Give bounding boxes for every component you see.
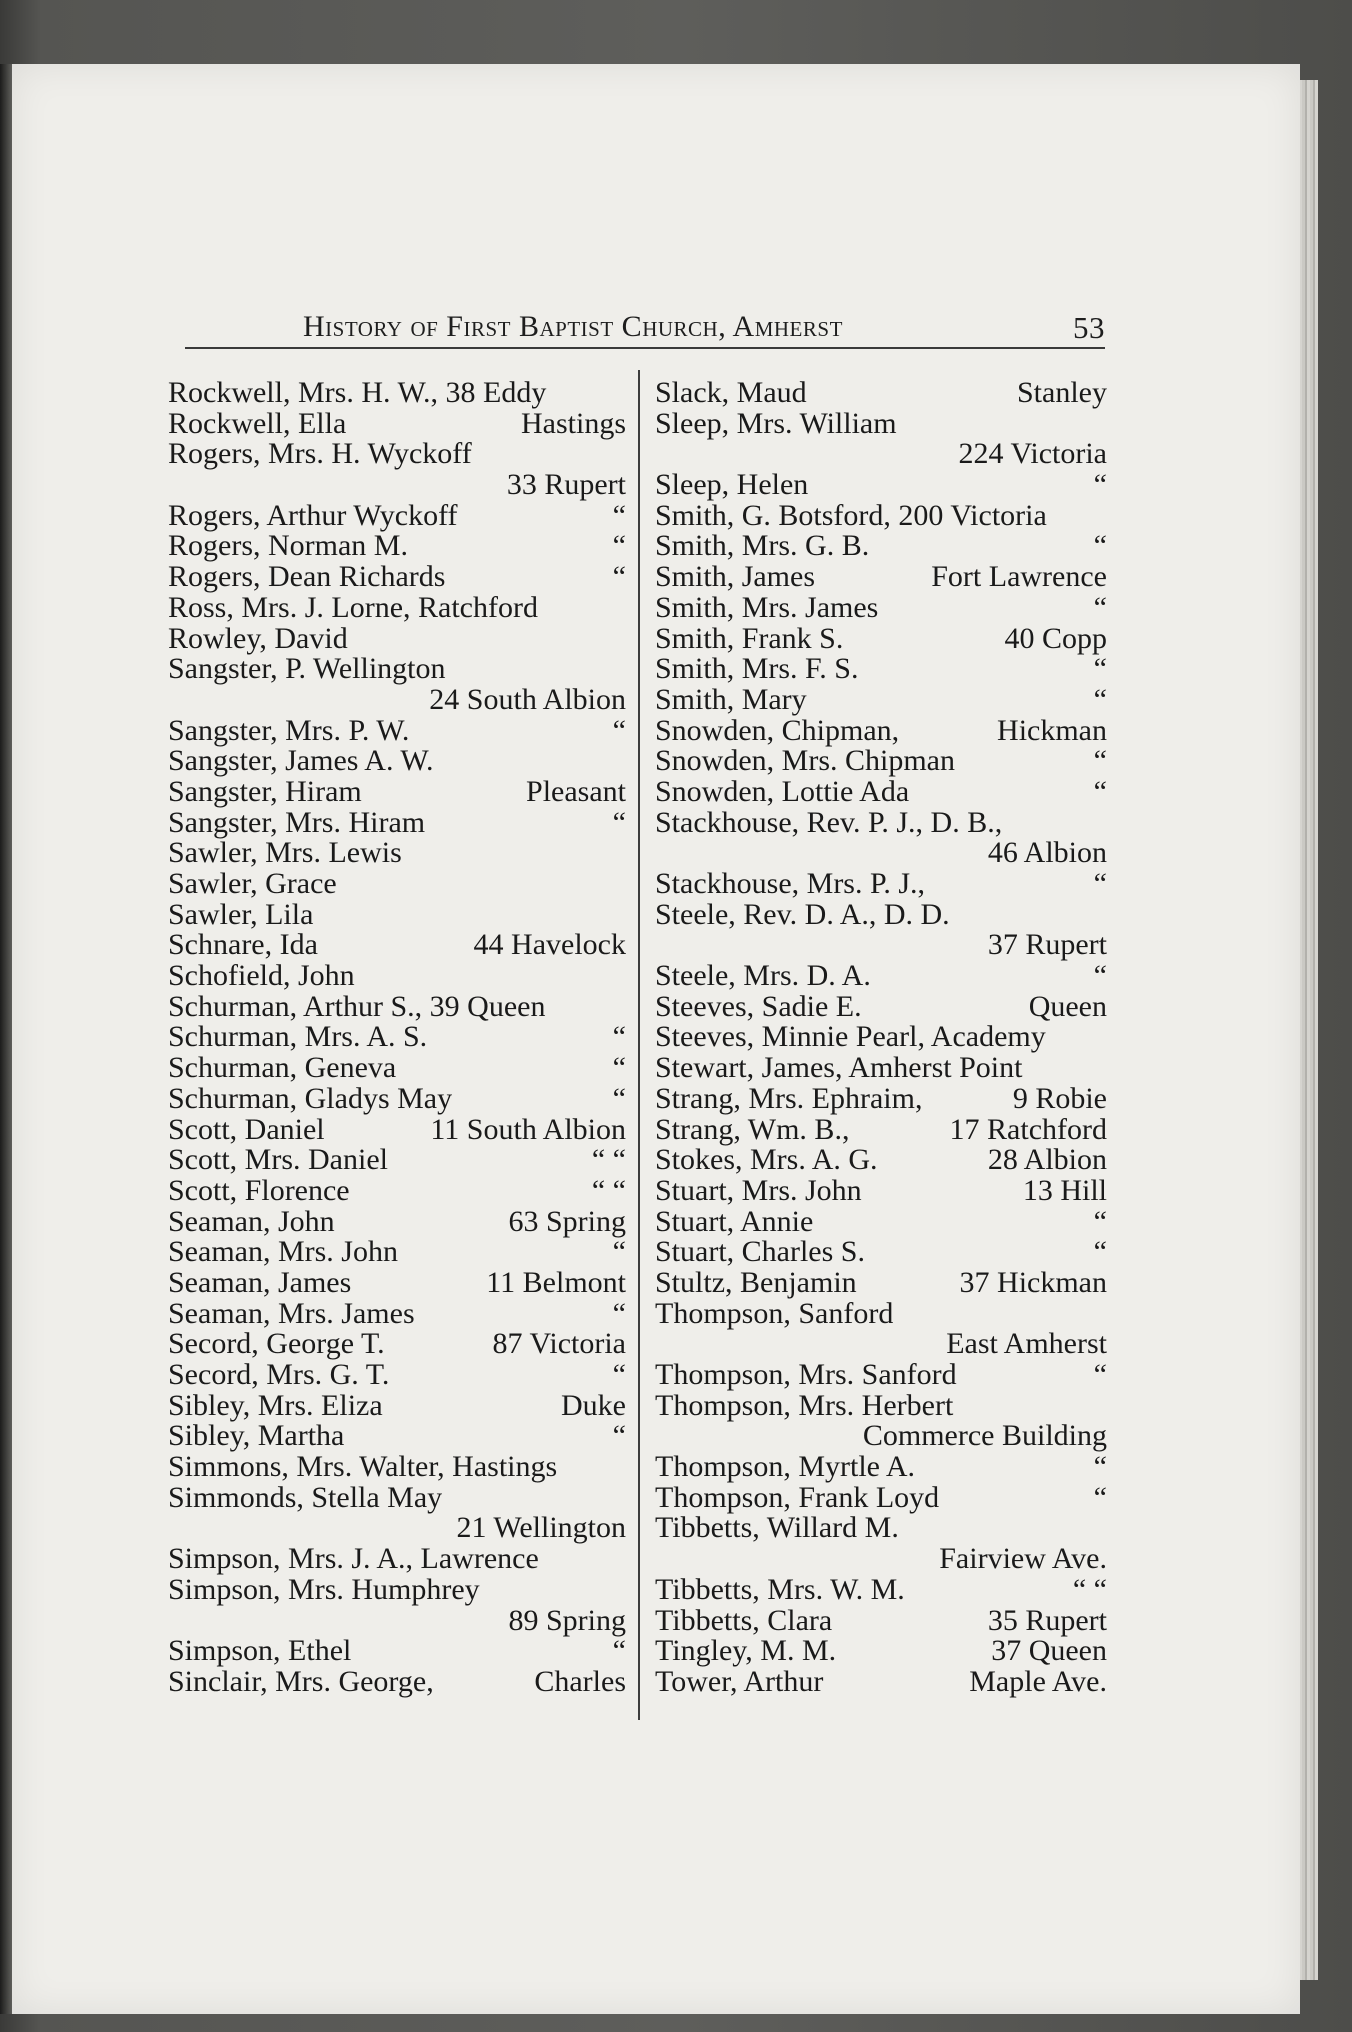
member-address: 24 South Albion [429, 682, 626, 716]
member-name: Stackhouse, Rev. P. J., D. B., [655, 805, 1003, 839]
member-address: Fairview Ave. [939, 1542, 1107, 1576]
directory-entry [168, 621, 626, 655]
directory-entry [655, 498, 1107, 532]
directory-entry [168, 838, 626, 869]
member-name: Sawler, Lila [168, 897, 314, 931]
member-name: Smith, G. Botsford, 200 Victoria [655, 498, 1047, 532]
left-column [168, 378, 626, 1698]
right-column [655, 378, 1107, 1698]
header-rule [185, 347, 1105, 349]
member-name: Rogers, Mrs. H. Wyckoff [168, 437, 472, 471]
directory-entry [168, 1544, 626, 1575]
directory-entry [655, 1053, 1107, 1084]
member-name: Steele, Mrs. D. A. [655, 959, 871, 993]
member-name: Seaman, Mrs. James [168, 1296, 415, 1330]
member-address: 37 Queen [991, 1634, 1107, 1668]
member-address: “ [612, 1051, 626, 1085]
member-name: Tibbetts, Mrs. W. M. [655, 1572, 905, 1606]
directory-entry [168, 869, 626, 900]
member-name: Smith, Mrs. F. S. [655, 652, 859, 686]
member-address: “ [612, 1081, 626, 1115]
member-address: “ [612, 498, 626, 532]
member-name: Seaman, Mrs. John [168, 1235, 398, 1269]
member-name: Simpson, Mrs. J. A., Lawrence [168, 1542, 539, 1576]
column-divider [638, 370, 640, 1720]
directory-entry [655, 989, 1107, 1023]
directory-entry [655, 1329, 1107, 1360]
directory-entry [168, 746, 626, 777]
directory-entry [168, 1421, 626, 1452]
member-name: Thompson, Mrs. Sanford [655, 1358, 957, 1391]
member-address: “ [1093, 652, 1107, 686]
directory-entry [168, 439, 626, 470]
member-name: Tower, Arthur [655, 1664, 824, 1698]
member-address: Queen [1028, 989, 1107, 1023]
member-address: “ [612, 1296, 626, 1330]
member-address: “ [612, 805, 626, 839]
member-address: “ [612, 560, 626, 594]
directory-entry [655, 1022, 1107, 1053]
member-address: “ [1093, 468, 1107, 502]
directory-entry [655, 531, 1107, 562]
member-name: Smith, Mrs. G. B. [655, 529, 870, 563]
member-name: Stokes, Mrs. A. G. [655, 1143, 878, 1177]
directory-entry [168, 1022, 626, 1053]
directory-entry [168, 406, 626, 440]
directory-entry [655, 1603, 1107, 1637]
member-name: Scott, Daniel [168, 1112, 325, 1146]
member-name: Schurman, Mrs. A. S. [168, 1020, 428, 1054]
member-name: Tingley, M. M. [655, 1634, 837, 1668]
member-address: Stanley [1017, 376, 1107, 409]
directory-entry [168, 989, 626, 1023]
member-name: Simpson, Mrs. Humphrey [168, 1572, 480, 1606]
member-name: Rogers, Dean Richards [168, 560, 446, 594]
member-address: “ [1093, 1204, 1107, 1238]
member-name: Sleep, Mrs. William [655, 406, 897, 440]
directory-entry [655, 406, 1107, 440]
member-address: Pleasant [526, 774, 626, 808]
member-address: “ [1093, 1358, 1107, 1391]
directory-entry [168, 1360, 626, 1391]
directory-entry [655, 1204, 1107, 1238]
member-name: Secord, George T. [168, 1327, 385, 1361]
member-address: “ [1093, 744, 1107, 778]
directory-entry [168, 562, 626, 593]
member-address: 37 Hickman [959, 1265, 1107, 1299]
member-name: Schofield, John [168, 959, 355, 993]
directory-entry [168, 1296, 626, 1330]
directory-entry [655, 590, 1107, 624]
directory-entry [168, 1636, 626, 1667]
member-address: 224 Victoria [958, 437, 1107, 471]
member-address: “ [1093, 1235, 1107, 1269]
member-address: 89 Spring [508, 1603, 626, 1637]
member-name: Smith, Mrs. James [655, 590, 879, 624]
member-address: 9 Robie [1012, 1081, 1107, 1115]
member-address: 37 Rupert [987, 928, 1107, 962]
member-name: Simpson, Ethel [168, 1634, 352, 1668]
directory-entry [655, 838, 1107, 869]
directory-entry [655, 1388, 1107, 1422]
member-address: Commerce Building [862, 1419, 1107, 1453]
member-address: “ [1093, 1450, 1107, 1484]
member-address: “ [1093, 682, 1107, 716]
member-name: Simmons, Mrs. Walter, Hastings [168, 1450, 558, 1484]
member-name: Thompson, Mrs. Herbert [655, 1388, 954, 1422]
directory-entry [655, 1112, 1107, 1146]
member-name: Stuart, Mrs. John [655, 1173, 862, 1207]
directory-entry [655, 1296, 1107, 1330]
directory-entry [655, 654, 1107, 685]
member-address: 40 Copp [1004, 621, 1107, 655]
member-name: Smith, Mary [655, 682, 807, 716]
directory-entry [168, 1329, 626, 1360]
member-name: Schurman, Geneva [168, 1051, 397, 1085]
member-name: Thompson, Frank Loyd [655, 1480, 940, 1514]
member-name: Rogers, Arthur Wyckoff [168, 498, 458, 532]
member-name: Snowden, Mrs. Chipman [655, 744, 955, 778]
member-name: Smith, Frank S. [655, 621, 844, 655]
directory-entry [168, 470, 626, 501]
directory-entry [655, 1145, 1107, 1176]
member-address: 11 South Albion [430, 1112, 626, 1146]
directory-entry [655, 1664, 1107, 1698]
directory-entry [168, 498, 626, 532]
directory-entry [168, 1265, 626, 1299]
member-name: Steeves, Minnie Pearl, Academy [655, 1020, 1046, 1054]
member-name: Strang, Wm. B., [655, 1112, 850, 1146]
directory-entry [168, 682, 626, 716]
member-name: Tibbetts, Willard M. [655, 1511, 899, 1545]
member-name: Rockwell, Mrs. H. W., 38 Eddy [168, 376, 547, 409]
member-address: Duke [561, 1388, 626, 1422]
member-name: Scott, Mrs. Daniel [168, 1143, 388, 1177]
member-name: Sangster, James A. W. [168, 744, 434, 778]
member-name: Strang, Mrs. Ephraim, [655, 1081, 923, 1115]
member-name: Scott, Florence [168, 1173, 350, 1207]
member-address: 35 Rupert [987, 1603, 1107, 1637]
page-number: 53 [1073, 310, 1105, 345]
member-name: Snowden, Lottie Ada [655, 774, 910, 808]
member-address: East Amherst [946, 1327, 1107, 1361]
member-address: 11 Belmont [486, 1265, 626, 1299]
member-address: 44 Havelock [473, 928, 626, 962]
member-address: “ [612, 1235, 626, 1269]
member-name: Sangster, Hiram [168, 774, 362, 808]
member-name: Steeves, Sadie E. [655, 989, 862, 1023]
member-address: “ [1093, 867, 1107, 900]
member-name: Sawler, Grace [168, 867, 337, 900]
member-name: Snowden, Chipman, [655, 713, 900, 747]
member-name: Seaman, James [168, 1265, 352, 1299]
directory-entry [168, 961, 626, 992]
member-address: “ “ [591, 1143, 626, 1177]
member-name: Sibley, Martha [168, 1419, 345, 1453]
directory-entry [168, 774, 626, 808]
member-address: “ [612, 1358, 626, 1391]
directory-entry [655, 682, 1107, 716]
directory-entry [655, 1513, 1107, 1544]
directory-entry [655, 1360, 1107, 1391]
directory-entry [168, 1480, 626, 1514]
directory-entry [168, 1388, 626, 1422]
directory-entry [168, 930, 626, 961]
member-name: Stewart, James, Amherst Point [655, 1051, 1023, 1085]
directory-entry [168, 1173, 626, 1207]
directory-entry [655, 713, 1107, 747]
directory-entry [168, 1081, 626, 1115]
directory-entry [655, 1452, 1107, 1483]
directory-entry [168, 1204, 626, 1238]
directory-entry [168, 531, 626, 562]
member-address: “ “ [591, 1173, 626, 1207]
member-address: 13 Hill [1022, 1173, 1107, 1207]
member-address: 17 Ratchford [949, 1112, 1107, 1146]
member-address: “ [1093, 774, 1107, 808]
member-name: Thompson, Sanford [655, 1296, 894, 1330]
directory-entry [168, 713, 626, 747]
directory-entry [168, 1572, 626, 1606]
directory-entry [655, 439, 1107, 470]
member-name: Seaman, John [168, 1204, 335, 1238]
directory-entry [168, 378, 626, 409]
running-header [185, 306, 1105, 348]
member-address: “ [1093, 959, 1107, 993]
directory-entry [168, 1513, 626, 1544]
member-name: Thompson, Myrtle A. [655, 1450, 915, 1484]
member-name: Sangster, Mrs. P. W. [168, 713, 410, 747]
member-name: Ross, Mrs. J. Lorne, Ratchford [168, 590, 538, 624]
member-name: Rogers, Norman M. [168, 529, 408, 563]
directory-entry [168, 1664, 626, 1698]
member-name: Rowley, David [168, 621, 348, 655]
member-address: Hickman [997, 713, 1107, 747]
member-address: 46 Albion [987, 836, 1107, 870]
member-address: “ [612, 1634, 626, 1668]
directory-entry [655, 1237, 1107, 1268]
directory-entry [168, 1603, 626, 1637]
member-name: Stuart, Annie [655, 1204, 814, 1238]
member-name: Slack, Maud [655, 376, 807, 409]
directory-entry [655, 897, 1107, 931]
member-name: Schnare, Ida [168, 928, 318, 962]
member-address: Maple Ave. [969, 1664, 1107, 1698]
member-address: 28 Albion [987, 1143, 1107, 1177]
directory-entry [655, 1421, 1107, 1452]
directory-entry [655, 1572, 1107, 1606]
directory-entry [655, 562, 1107, 593]
member-address: 21 Wellington [456, 1511, 626, 1545]
directory-entry [655, 1480, 1107, 1514]
member-name: Sleep, Helen [655, 468, 809, 502]
directory-entry [655, 774, 1107, 808]
directory-entry [168, 654, 626, 685]
member-name: Tibbetts, Clara [655, 1603, 833, 1637]
member-address: Hastings [521, 406, 626, 440]
member-name: Stackhouse, Mrs. P. J., [655, 867, 926, 900]
directory-entry [655, 961, 1107, 992]
member-name: Sibley, Mrs. Eliza [168, 1388, 383, 1422]
member-address: 33 Rupert [506, 468, 626, 502]
member-name: Schurman, Arthur S., 39 Queen [168, 989, 546, 1023]
member-name: Sangster, Mrs. Hiram [168, 805, 426, 839]
member-name: Sinclair, Mrs. George, [168, 1664, 434, 1698]
directory-entry [655, 869, 1107, 900]
directory-entry [168, 1237, 626, 1268]
directory-entry [655, 805, 1107, 839]
member-name: Sangster, P. Wellington [168, 652, 446, 686]
member-address: “ [612, 1020, 626, 1054]
member-address: “ [612, 713, 626, 747]
member-name: Rockwell, Ella [168, 406, 347, 440]
member-address: “ [1093, 590, 1107, 624]
directory-entry [168, 897, 626, 931]
member-address: Fort Lawrence [931, 560, 1107, 594]
member-address: “ [612, 529, 626, 563]
directory-entry [655, 621, 1107, 655]
member-address: “ “ [1072, 1572, 1107, 1606]
directory-entry [168, 805, 626, 839]
directory-entry [168, 590, 626, 624]
directory-entry [655, 930, 1107, 961]
directory-entry [655, 1265, 1107, 1299]
running-title: History of First Baptist Church, Amherst [303, 310, 843, 343]
directory-entry [168, 1053, 626, 1084]
member-address: Charles [534, 1664, 626, 1698]
member-name: Simmonds, Stella May [168, 1480, 443, 1514]
member-address: “ [612, 1419, 626, 1453]
directory-entry [655, 1544, 1107, 1575]
directory-entry [655, 378, 1107, 409]
directory-entry [655, 1173, 1107, 1207]
member-name: Smith, James [655, 560, 816, 594]
member-name: Stuart, Charles S. [655, 1235, 865, 1269]
member-address: “ [1093, 1480, 1107, 1514]
member-name: Stultz, Benjamin [655, 1265, 857, 1299]
directory-entry [168, 1452, 626, 1483]
member-name: Schurman, Gladys May [168, 1081, 453, 1115]
member-address: 63 Spring [508, 1204, 626, 1238]
member-name: Sawler, Mrs. Lewis [168, 836, 402, 870]
directory-entry [168, 1145, 626, 1176]
directory-entry [655, 1636, 1107, 1667]
directory-entry [655, 1081, 1107, 1115]
member-address: “ [1093, 529, 1107, 563]
directory-entry [655, 746, 1107, 777]
member-name: Secord, Mrs. G. T. [168, 1358, 390, 1391]
member-name: Steele, Rev. D. A., D. D. [655, 897, 950, 931]
member-address: 87 Victoria [492, 1327, 626, 1361]
directory-entry [168, 1112, 626, 1146]
directory-entry [655, 470, 1107, 501]
